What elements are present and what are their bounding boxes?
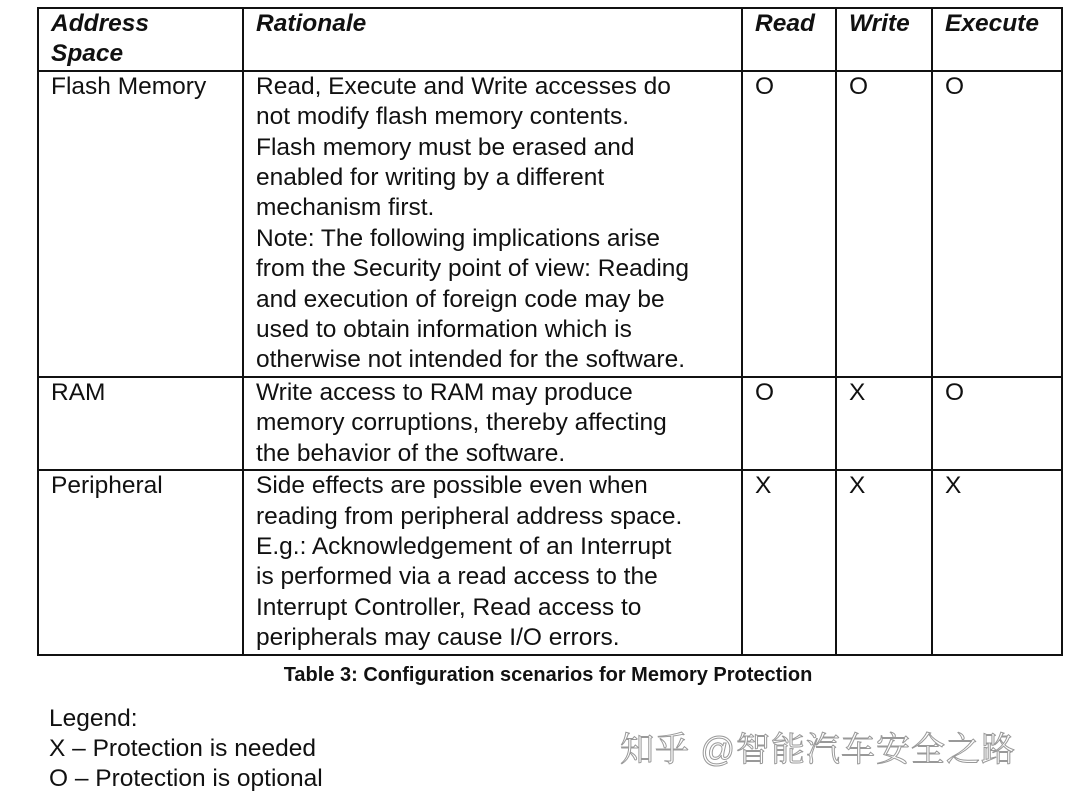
- cell-execute: O: [932, 71, 1062, 377]
- cell-space: Flash Memory: [38, 71, 243, 377]
- table-row: [38, 377, 1062, 470]
- cell-read: O: [742, 377, 836, 470]
- legend-o: O – Protection is optional: [49, 765, 323, 792]
- header-write: Write: [836, 8, 932, 71]
- cell-rationale: Write access to RAM may produce memory corruptions, thereby affecting the behavior of the software.: [243, 377, 742, 470]
- cell-write: X: [836, 470, 932, 654]
- cell-rationale: Side effects are possible even when reading from peripheral address space. E.g.: Acknowledgement of an Interrupt is performed via a read access to the Interrupt Controller, Read access to peripherals may cause I/O errors.: [243, 470, 742, 654]
- cell-write: O: [836, 71, 932, 377]
- header-rationale: Rationale: [243, 8, 742, 71]
- header-read: Read: [742, 8, 836, 71]
- cell-rationale: Read, Execute and Write accesses do not modify flash memory contents. Flash memory must be erased and enabled for writing by a different mechanism first. Note: The following implications arise from the Security point of view: Reading and execution of foreign code may be used to obtain information which is otherwise not intended for the software.: [243, 71, 742, 377]
- watermark: 知乎 @智能汽车安全之路: [620, 731, 1016, 769]
- cell-read: X: [742, 470, 836, 654]
- table-row: [38, 470, 1062, 654]
- table-caption: Table 3: Configuration scenarios for Memory Protection: [283, 664, 813, 686]
- cell-read: O: [742, 71, 836, 377]
- cell-space: RAM: [38, 377, 243, 470]
- cell-execute: O: [932, 377, 1062, 470]
- cell-space: Peripheral: [38, 470, 243, 654]
- memory-protection-table: [37, 7, 1063, 656]
- legend-title: Legend:: [49, 705, 138, 732]
- header-execute: Execute: [932, 8, 1062, 71]
- table-row: [38, 71, 1062, 377]
- table-header-row: [38, 8, 1062, 71]
- legend-x: X – Protection is needed: [49, 735, 316, 762]
- header-address-space: Address Space: [38, 8, 243, 71]
- cell-execute: X: [932, 470, 1062, 654]
- cell-write: X: [836, 377, 932, 470]
